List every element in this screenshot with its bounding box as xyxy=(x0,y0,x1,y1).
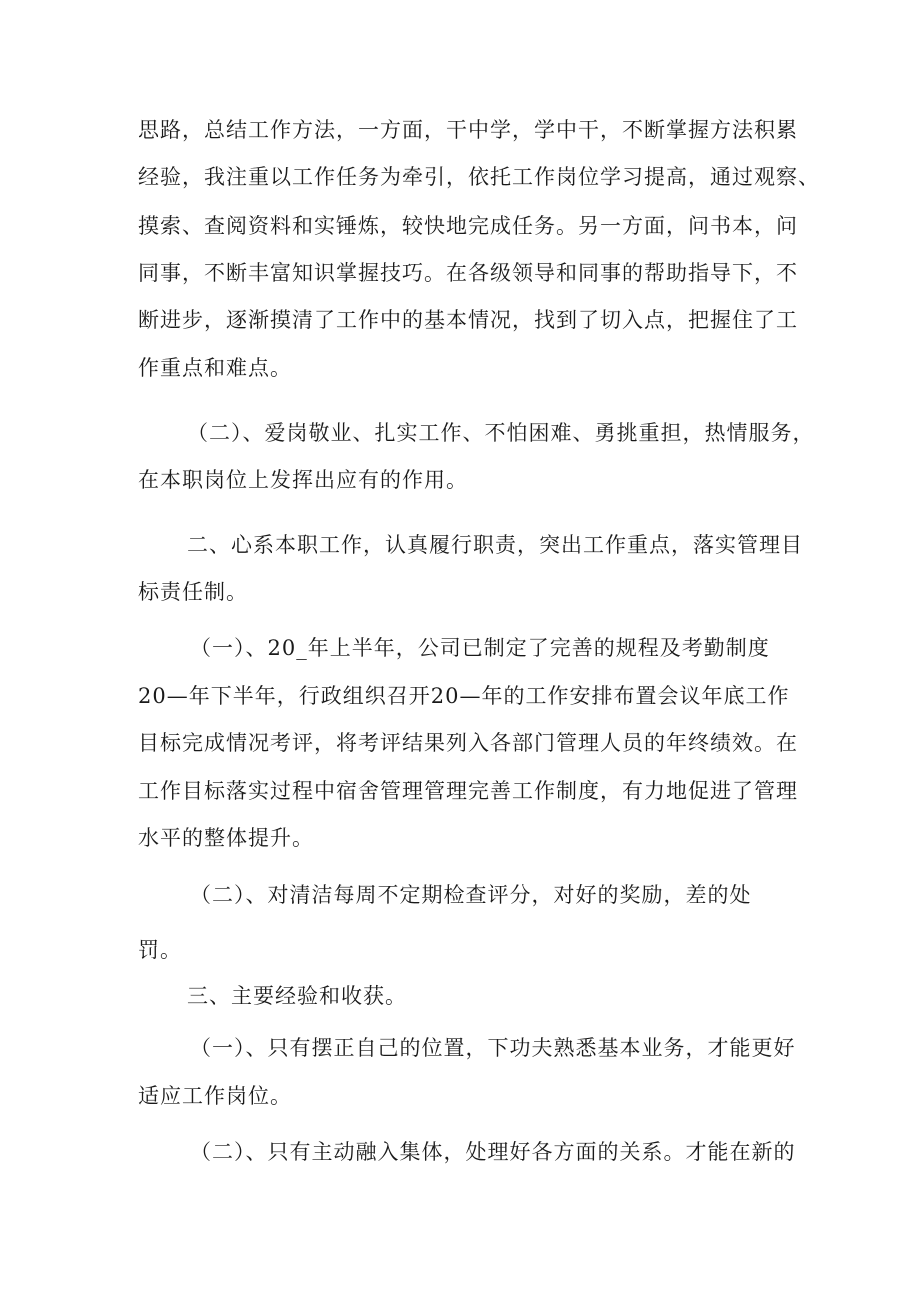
paragraph-3-line-2: 标责任制。 xyxy=(138,580,248,604)
paragraph-3-line-1: 二、心系本职工作，认真履行职责，突出工作重点，落实管理目 xyxy=(187,533,803,557)
paragraph-4-line-5: 水平的整体提升。 xyxy=(138,826,314,850)
paragraph-1-line-6: 作重点和难点。 xyxy=(138,356,292,380)
paragraph-4-line-1: （一）、20_年上半年，公司已制定了完善的规程及考勤制度 xyxy=(190,636,770,660)
paragraph-7-line-2: 适应工作岗位。 xyxy=(138,1084,292,1108)
paragraph-1-line-3: 摸索、查阅资料和实锤炼，较快地完成任务。另一方面，问书本，问 xyxy=(138,214,798,238)
paragraph-4-line-4: 工作目标落实过程中宿舍管理管理完善工作制度，有力地促进了管理 xyxy=(138,779,798,803)
paragraph-8-line-1: （二）、只有主动融入集体，处理好各方面的关系。才能在新的 xyxy=(190,1140,796,1164)
paragraph-5-line-2: 罚。 xyxy=(138,938,182,962)
paragraph-4-line-2: 20—年下半年，行政组织召开20—年的工作安排布置会议年底工作 xyxy=(138,684,790,708)
paragraph-2-line-1: （二）、爱岗敬业、扎实工作、不怕困难、勇挑重担，热情服务， xyxy=(187,421,815,445)
paragraph-1-line-2: 经验，我注重以工作任务为牵引，依托工作岗位学习提高，通过观察、 xyxy=(138,165,820,189)
paragraph-4-line-3: 目标完成情况考评，将考评结果列入各部门管理人员的年终绩效。在 xyxy=(138,731,798,755)
paragraph-1-line-1: 思路，总结工作方法，一方面，干中学，学中干，不断掌握方法积累 xyxy=(138,118,798,142)
paragraph-2-line-2: 在本职岗位上发挥出应有的作用。 xyxy=(138,468,468,492)
paragraph-1-line-4: 同事，不断丰富知识掌握技巧。在各级领导和同事的帮助指导下，不 xyxy=(138,261,798,285)
paragraph-6-line-1: 三、主要经验和收获。 xyxy=(187,984,407,1008)
paragraph-1-line-5: 断进步，逐渐摸清了工作中的基本情况，找到了切入点，把握住了工 xyxy=(138,308,798,332)
paragraph-5-line-1: （二）、对清洁每周不定期检查评分，对好的奖励，差的处 xyxy=(190,883,752,907)
paragraph-7-line-1: （一）、只有摆正自己的位置，下功夫熟悉基本业务，才能更好 xyxy=(190,1036,796,1060)
